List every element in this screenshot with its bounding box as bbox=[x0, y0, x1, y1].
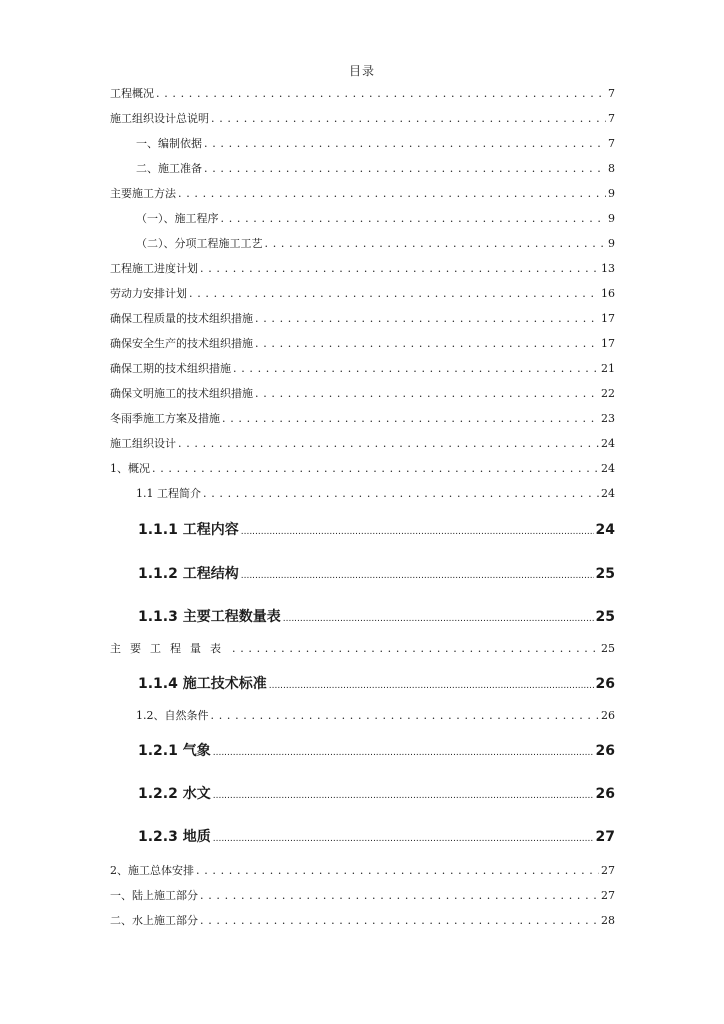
toc-entry-page: 17 bbox=[601, 312, 615, 325]
toc-entry[interactable] bbox=[110, 287, 615, 301]
toc-entry-page: 24 bbox=[595, 522, 615, 538]
toc-entry[interactable] bbox=[110, 362, 615, 376]
toc-entry-title: 确保工程质量的技术组织措施 bbox=[110, 312, 253, 325]
toc-dot-leader bbox=[283, 609, 594, 627]
toc-dot-leader bbox=[241, 522, 594, 540]
toc-entry[interactable] bbox=[110, 709, 615, 723]
toc-entry-title: （一）、施工程序 bbox=[136, 212, 219, 225]
toc-entry[interactable] bbox=[110, 864, 615, 878]
toc-entry-page: 27 bbox=[595, 829, 615, 845]
toc-entry[interactable] bbox=[110, 609, 615, 627]
toc-entry-page: 27 bbox=[601, 889, 615, 902]
toc-entry[interactable] bbox=[110, 137, 615, 151]
toc-dot-leader bbox=[255, 387, 599, 401]
toc-dot-leader bbox=[152, 462, 599, 476]
toc-dot-leader bbox=[200, 914, 599, 928]
toc-dot-leader bbox=[241, 566, 594, 584]
toc-dot-leader bbox=[211, 112, 606, 126]
toc-entry-page: 7 bbox=[608, 137, 615, 150]
toc-entry-title: 确保安全生产的技术组织措施 bbox=[110, 337, 253, 350]
toc-dot-leader bbox=[221, 212, 607, 226]
toc-entry-page: 9 bbox=[608, 187, 615, 200]
toc-entry-title: 1.2、自然条件 bbox=[136, 709, 209, 722]
toc-dot-leader bbox=[200, 889, 599, 903]
toc-entry-page: 26 bbox=[595, 786, 615, 802]
toc-entry-title: 劳动力安排计划 bbox=[110, 287, 187, 300]
toc-entry-page: 26 bbox=[595, 676, 615, 692]
toc-dot-leader bbox=[211, 709, 600, 723]
toc-entry-title: 主要施工方法 bbox=[110, 187, 176, 200]
toc-entry-title: 2、施工总体安排 bbox=[110, 864, 194, 877]
toc-entry[interactable] bbox=[110, 676, 615, 694]
toc-entry-title: 1.1.4 施工技术标准 bbox=[138, 676, 267, 692]
toc-entry[interactable] bbox=[110, 237, 615, 251]
toc-entry[interactable] bbox=[110, 387, 615, 401]
toc-dot-leader bbox=[213, 829, 594, 847]
toc-entry-title: 施工组织设计总说明 bbox=[110, 112, 209, 125]
toc-entry-page: 27 bbox=[601, 864, 615, 877]
toc-entry-page: 28 bbox=[601, 914, 615, 927]
toc-entry-title: 一、编制依据 bbox=[136, 137, 202, 150]
toc-entry[interactable] bbox=[110, 743, 615, 761]
toc-entry-page: 17 bbox=[601, 337, 615, 350]
toc-dot-leader bbox=[156, 87, 606, 101]
toc-entry[interactable] bbox=[110, 212, 615, 226]
toc-dot-leader bbox=[178, 437, 599, 451]
toc-entry[interactable] bbox=[110, 914, 615, 928]
toc-entry[interactable] bbox=[110, 412, 615, 426]
toc-entry-title: 二、水上施工部分 bbox=[110, 914, 198, 927]
toc-entry-title: 1.1.2 工程结构 bbox=[138, 566, 239, 582]
toc-entry-page: 24 bbox=[601, 462, 615, 475]
toc-entry-page: 7 bbox=[608, 112, 615, 125]
toc-entry-title: 冬雨季施工方案及措施 bbox=[110, 412, 220, 425]
toc-entry[interactable] bbox=[110, 112, 615, 126]
toc-entry-title: 1.1.3 主要工程数量表 bbox=[138, 609, 281, 625]
page-title: 目录 bbox=[348, 64, 375, 78]
toc-entry-title: 二、施工准备 bbox=[136, 162, 202, 175]
toc-entry[interactable] bbox=[110, 462, 615, 476]
toc-entry-title: 1.1.1 工程内容 bbox=[138, 522, 239, 538]
toc-entry-title: 1.2.2 水文 bbox=[138, 786, 211, 802]
toc-entry-page: 24 bbox=[601, 437, 615, 450]
toc-entry[interactable] bbox=[110, 786, 615, 804]
toc-dot-leader bbox=[265, 237, 607, 251]
toc-entry-title: 确保文明施工的技术组织措施 bbox=[110, 387, 253, 400]
toc-entry[interactable] bbox=[110, 522, 615, 540]
toc-entry-title: 1.2.1 气象 bbox=[138, 743, 211, 759]
toc-entry-page: 9 bbox=[608, 237, 615, 250]
toc-entry-page: 25 bbox=[595, 566, 615, 582]
toc-entry-title: 工程施工进度计划 bbox=[110, 262, 198, 275]
toc-dot-leader bbox=[204, 162, 606, 176]
toc-dot-leader bbox=[269, 676, 594, 694]
toc-entry-page: 8 bbox=[608, 162, 615, 175]
toc-entry-page: 9 bbox=[608, 212, 615, 225]
toc-entry-page: 7 bbox=[608, 87, 615, 100]
toc-dot-leader bbox=[196, 864, 599, 878]
toc-entry[interactable] bbox=[110, 312, 615, 326]
toc-entry-title: 1.1 工程简介 bbox=[136, 487, 201, 500]
toc-dot-leader bbox=[203, 487, 599, 501]
toc-entry[interactable] bbox=[110, 829, 615, 847]
toc-entry[interactable] bbox=[110, 337, 615, 351]
toc-entry-page: 23 bbox=[601, 412, 615, 425]
toc-entry[interactable] bbox=[110, 487, 615, 501]
toc-entry[interactable] bbox=[110, 889, 615, 903]
toc-dot-leader bbox=[255, 312, 599, 326]
toc-entry[interactable] bbox=[110, 187, 615, 201]
toc-entry-page: 26 bbox=[601, 709, 615, 722]
toc-entry-title: （二）、分项工程施工工艺 bbox=[136, 237, 263, 250]
toc-entry-page: 21 bbox=[601, 362, 615, 375]
toc-entry-title: 主要工程量表 bbox=[110, 642, 230, 655]
toc-dot-leader bbox=[200, 262, 599, 276]
toc-entry-page: 22 bbox=[601, 387, 615, 400]
toc-entry[interactable] bbox=[110, 566, 615, 584]
toc-entry-title: 1、概况 bbox=[110, 462, 150, 475]
toc-entry-page: 16 bbox=[601, 287, 615, 300]
toc-entry[interactable] bbox=[110, 437, 615, 451]
toc-dot-leader bbox=[222, 412, 599, 426]
toc-dot-leader bbox=[255, 337, 599, 351]
toc-entry[interactable] bbox=[110, 262, 615, 276]
toc-entry-title: 施工组织设计 bbox=[110, 437, 176, 450]
toc-dot-leader bbox=[204, 137, 606, 151]
toc-dot-leader bbox=[233, 362, 599, 376]
toc-entry-page: 25 bbox=[601, 642, 615, 655]
toc-entry[interactable] bbox=[110, 642, 615, 656]
toc-entry-title: 确保工期的技术组织措施 bbox=[110, 362, 231, 375]
toc-entry-page: 25 bbox=[595, 609, 615, 625]
toc-entry-title: 一、陆上施工部分 bbox=[110, 889, 198, 902]
toc-entry-page: 24 bbox=[601, 487, 615, 500]
toc-dot-leader bbox=[178, 187, 606, 201]
toc-dot-leader bbox=[213, 743, 594, 761]
toc-entry[interactable] bbox=[110, 87, 615, 101]
toc-entry-page: 26 bbox=[595, 743, 615, 759]
toc-entry-title: 工程概况 bbox=[110, 87, 154, 100]
toc-dot-leader bbox=[213, 786, 594, 804]
toc-dot-leader bbox=[232, 642, 599, 656]
toc-entry[interactable] bbox=[110, 162, 615, 176]
toc-entry-title: 1.2.3 地质 bbox=[138, 829, 211, 845]
toc-entry-page: 13 bbox=[601, 262, 615, 275]
toc-dot-leader bbox=[189, 287, 599, 301]
